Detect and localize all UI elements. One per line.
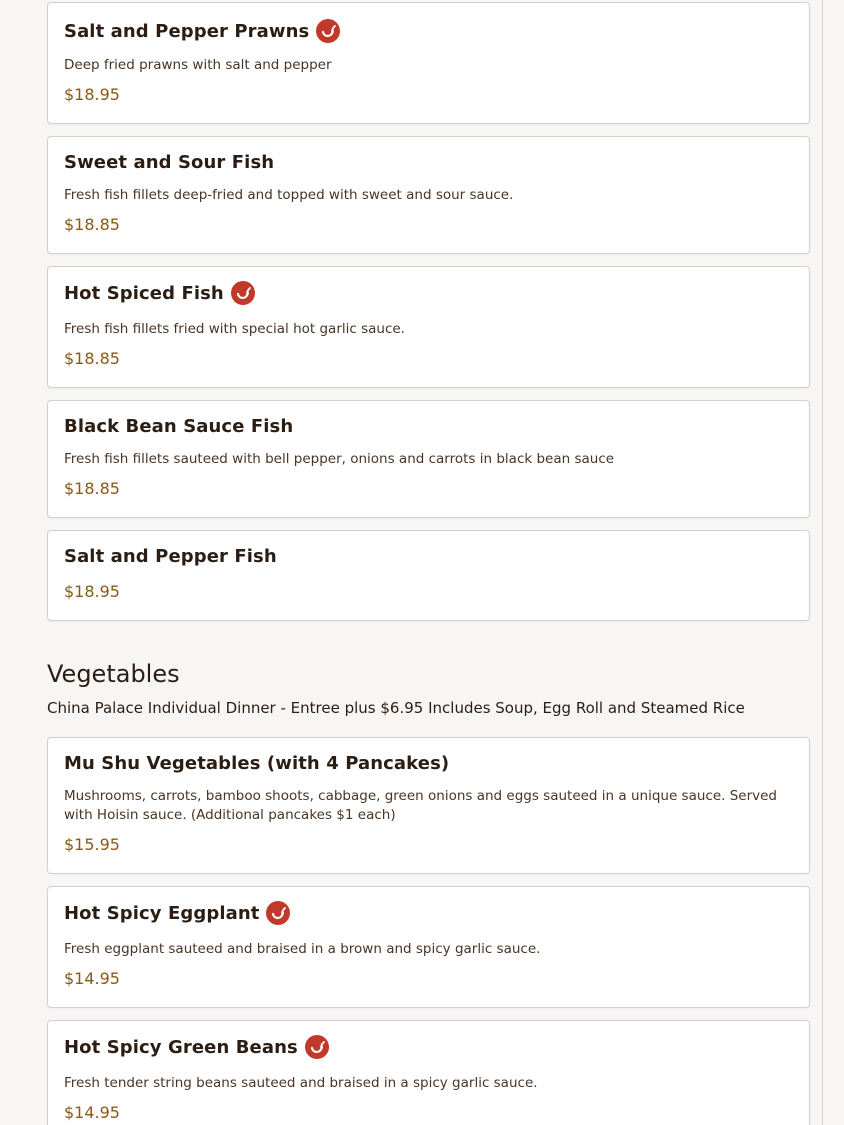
menu-item-card[interactable]	[47, 886, 810, 1008]
menu-item-name: Black Bean Sauce Fish	[64, 416, 294, 437]
menu-item-price: $18.85	[64, 479, 120, 498]
menu-item-card[interactable]	[47, 266, 810, 388]
menu-item-price: $18.95	[64, 582, 120, 601]
menu-item-name: Hot Spicy Green Beans	[64, 1037, 298, 1058]
menu-item-price: $14.95	[64, 1103, 120, 1122]
menu-item-price: $14.95	[64, 969, 120, 988]
menu-item-description: Fresh tender string beans sauteed and braised in a spicy garlic sauce.	[64, 1075, 538, 1091]
menu-item-card[interactable]	[47, 1020, 810, 1125]
menu-item-title	[64, 902, 290, 926]
menu-item-description: Fresh fish fillets deep-fried and topped with sweet and sour sauce.	[64, 187, 514, 203]
scroll-divider	[822, 0, 823, 1125]
menu-item-description: Mushrooms, carrots, bamboo shoots, cabbage, green onions and eggs sauteed in a unique sauce. Served with Hoisin sauce. (Additional pancakes $1 each)	[64, 788, 778, 823]
menu-item-description: Fresh fish fillets fried with special hot garlic sauce.	[64, 321, 405, 337]
menu-item-card[interactable]	[47, 2, 810, 124]
menu-item-title	[64, 546, 277, 567]
menu-item-name: Mu Shu Vegetables (with 4 Pancakes)	[64, 753, 450, 774]
menu-item-card[interactable]	[47, 400, 810, 518]
menu-item-title	[64, 20, 340, 44]
menu-item-title	[64, 152, 274, 173]
chili-pepper-icon	[266, 901, 290, 925]
menu-item-title	[64, 1036, 329, 1060]
menu-item-name: Hot Spicy Eggplant	[64, 903, 260, 924]
menu-item-name: Salt and Pepper Fish	[64, 546, 277, 567]
section-subtitle: China Palace Individual Dinner - Entree plus $6.95 Includes Soup, Egg Roll and Steamed Rice	[47, 699, 745, 717]
chili-pepper-icon	[316, 19, 340, 43]
menu-item-name: Hot Spiced Fish	[64, 283, 224, 304]
menu-item-title	[64, 282, 255, 306]
menu-item-price: $15.95	[64, 835, 120, 854]
menu-item-card[interactable]	[47, 530, 810, 621]
menu-item-title	[64, 416, 293, 437]
menu-item-price: $18.95	[64, 85, 120, 104]
menu-item-card[interactable]	[47, 737, 810, 874]
menu-item-title	[64, 753, 449, 774]
menu-item-name: Salt and Pepper Prawns	[64, 21, 310, 42]
chili-pepper-icon	[305, 1035, 329, 1059]
menu-item-description: Fresh fish fillets sauteed with bell pepper, onions and carrots in black bean sauce	[64, 451, 615, 467]
menu-item-card[interactable]	[47, 136, 810, 254]
menu-item-description: Fresh eggplant sauteed and braised in a brown and spicy garlic sauce.	[64, 941, 541, 957]
menu-item-price: $18.85	[64, 349, 120, 368]
menu-item-name: Sweet and Sour Fish	[64, 152, 275, 173]
menu-item-description: Deep fried prawns with salt and pepper	[64, 57, 332, 73]
chili-pepper-icon	[231, 281, 255, 305]
section-title: Vegetables	[47, 660, 180, 688]
menu-item-price: $18.85	[64, 215, 120, 234]
